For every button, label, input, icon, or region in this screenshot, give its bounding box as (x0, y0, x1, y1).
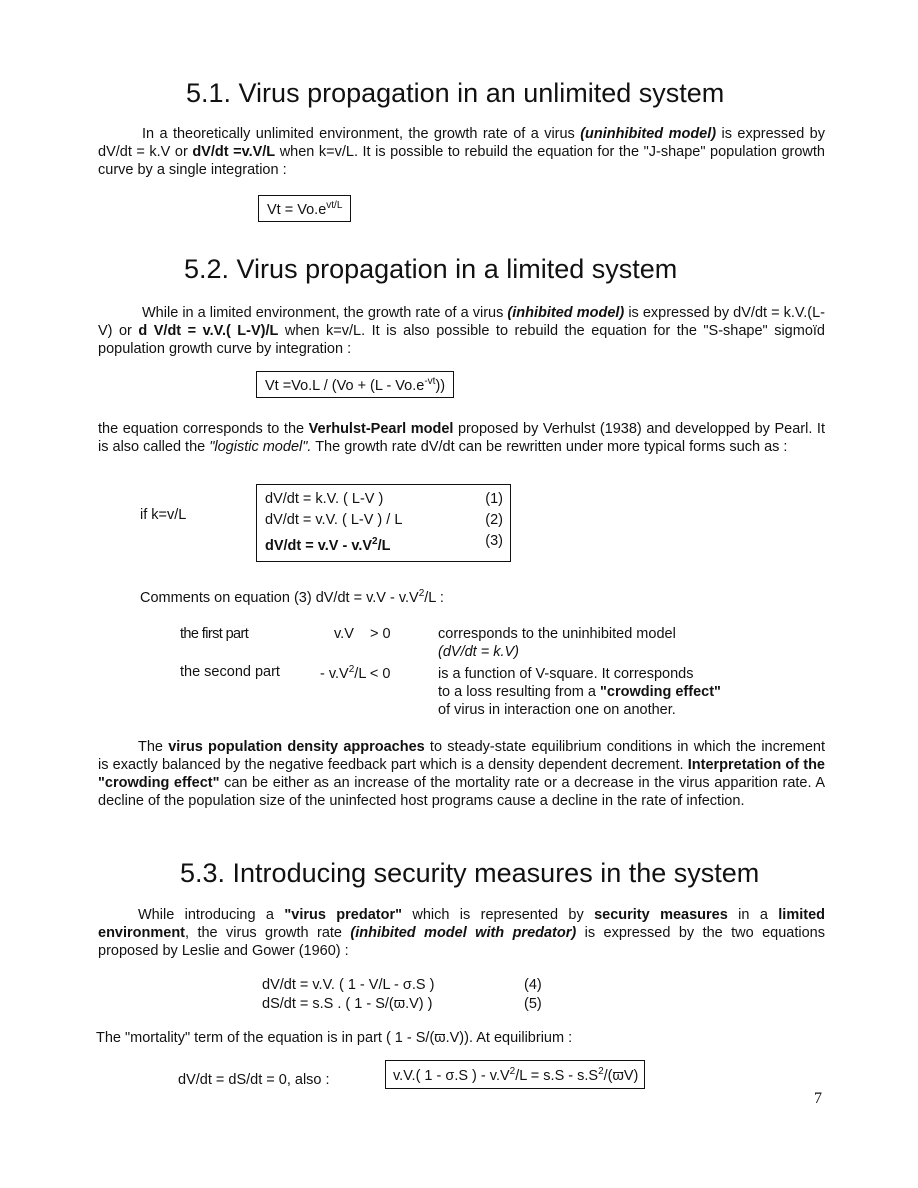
paragraph-verhulst (98, 420, 825, 456)
text: /L : (424, 589, 444, 606)
formula-box-s-shape (256, 371, 454, 398)
text: is expressed by the two equations proposed by Leslie and Gower (1960) : (98, 925, 826, 959)
emphasis: Verhulst-Pearl model (308, 421, 454, 437)
text: The (138, 739, 163, 755)
paragraph-unlimited (98, 125, 825, 179)
text: which is represented by (412, 907, 584, 923)
equation-row-2 (265, 510, 503, 531)
text: to steady-state equilibrium conditions in which the increment is exactly balanced by the negative feedback part which is a density dependent decrement. (98, 739, 825, 773)
emphasis: limited environment (98, 907, 825, 941)
text: While in a limited environment, the growth rate of a virus (142, 305, 504, 321)
formula-text: Vt = Vo.e (267, 201, 327, 218)
emphasis: security measures (594, 907, 728, 923)
equation-number: (2) (485, 512, 503, 528)
formula-text: Vt =Vo.L / (Vo + (L - Vo.e (265, 377, 425, 394)
equation-number: (3) (485, 533, 503, 549)
text: can be either as an increase of the mortality rate or a decrease in the virus apparition rate. A decline of the population size of the uninfected host programs cause a decline in the rate of infection. (98, 775, 825, 809)
formula-text: /L = s.S - s.S (515, 1067, 599, 1084)
formula-text: /(ϖV) (603, 1067, 639, 1084)
second-part-description-3: of virus in interaction one on another. (438, 702, 676, 718)
equation: dV/dt = k.V. ( L-V ) (265, 491, 384, 507)
equation: dV/dt = v.V - v.V (265, 537, 373, 554)
formula-exponent: 2 (598, 1066, 604, 1077)
text: In a theoretically unlimited environment, the growth rate of a virus (142, 126, 575, 142)
first-part-label: the first part (180, 626, 249, 642)
text: , the virus growth rate (185, 925, 342, 941)
section-heading-5-1: 5.1. Virus propagation in an unlimited system (186, 78, 725, 108)
emphasis: "virus predator" (284, 907, 402, 923)
paragraph-limited (98, 304, 825, 358)
formula-box-j-shape (258, 195, 351, 222)
text: to a loss resulting from a (438, 684, 596, 700)
text: The growth rate dV/dt can be rewritten under more typical forms such as : (315, 439, 788, 455)
text: the equation corresponds to the (98, 421, 305, 437)
equation-number: (1) (485, 491, 503, 507)
equation: dV/dt = v.V. ( L-V ) / L (265, 512, 403, 528)
emphasis: (inhibited model) (507, 305, 625, 321)
formula-exponent: 2 (509, 1066, 516, 1077)
emphasis: d V/dt = v.V.( L-V)/L (138, 323, 279, 339)
text: (dV/dt = k.V) (438, 644, 519, 660)
equation-row-3 (265, 531, 503, 557)
exponent: 2 (348, 664, 355, 675)
first-part-description-2 (438, 644, 519, 660)
page-number: 7 (814, 1090, 822, 1107)
text: is expressed by dV/dt = k.V or (98, 126, 825, 160)
text: proposed by Verhulst (1938) and developped by Pearl. It is also called the (98, 421, 825, 455)
second-part-description-1: is a function of V-square. It corresponds (438, 666, 694, 682)
formula-text: )) (435, 377, 446, 394)
text: is expressed by dV/dt = k.V.(L-V) or (98, 305, 825, 339)
formula-text: v.V.( 1 - σ.S ) - v.V (393, 1067, 510, 1084)
text: when k=v/L. It is also possible to rebuild the equation for the "S-shape" sigmoïd population growth curve by integration : (98, 323, 825, 357)
first-part-expression: v.V > 0 (334, 626, 391, 642)
section-heading-5-2: 5.2. Virus propagation in a limited system (184, 254, 678, 284)
equilibrium-label: dV/dt = dS/dt = 0, also : (178, 1072, 330, 1088)
equation: /L (377, 537, 391, 554)
emphasis: Interpretation of the "crowding effect" (98, 757, 825, 791)
emphasis: "logistic model". (209, 439, 312, 455)
emphasis: "crowding effect" (600, 684, 721, 700)
paragraph-density (98, 738, 825, 810)
equation-5-number: (5) (524, 996, 542, 1012)
comments-line (140, 588, 444, 606)
first-part-description: corresponds to the uninhibited model (438, 626, 676, 642)
equation-4-number: (4) (524, 977, 542, 993)
section-heading-5-3: 5.3. Introducing security measures in the system (180, 858, 760, 888)
text: Comments on equation (3) dV/dt = v.V - v.V (140, 589, 419, 606)
equation-4: dV/dt = v.V. ( 1 - V/L - σ.S ) (262, 977, 435, 993)
equation-box-1-3 (256, 484, 511, 562)
second-part-label: the second part (180, 664, 280, 680)
equation-row-1 (265, 489, 503, 510)
text: - v.V (320, 665, 349, 682)
text: in a (738, 907, 768, 923)
text: when k=v/L. It is possible to rebuild the equation for the "J-shape" population growth curve by a single integration : (98, 144, 825, 178)
exponent: 2 (418, 588, 425, 599)
equation-5: dS/dt = s.S . ( 1 - S/(ϖ.V) ) (262, 996, 433, 1012)
formula-exponent: -vt (424, 376, 436, 387)
if-condition-label: if k=v/L (140, 507, 187, 523)
formula-exponent: vt/L (326, 200, 343, 211)
emphasis: dV/dt =v.V/L (192, 144, 276, 160)
paragraph-security (98, 906, 825, 960)
text: While introducing a (138, 907, 274, 923)
emphasis: (uninhibited model) (580, 126, 717, 142)
second-part-expression (320, 664, 390, 682)
mortality-line: The "mortality" term of the equation is in part ( 1 - S/(ϖ.V)). At equilibrium : (96, 1030, 573, 1046)
second-part-description-2 (438, 684, 721, 700)
equilibrium-formula-box (385, 1060, 645, 1089)
text: /L < 0 (354, 665, 391, 682)
equation-exponent: 2 (372, 536, 378, 547)
emphasis: virus population density approaches (168, 739, 425, 755)
emphasis: (inhibited model with predator) (350, 925, 577, 941)
